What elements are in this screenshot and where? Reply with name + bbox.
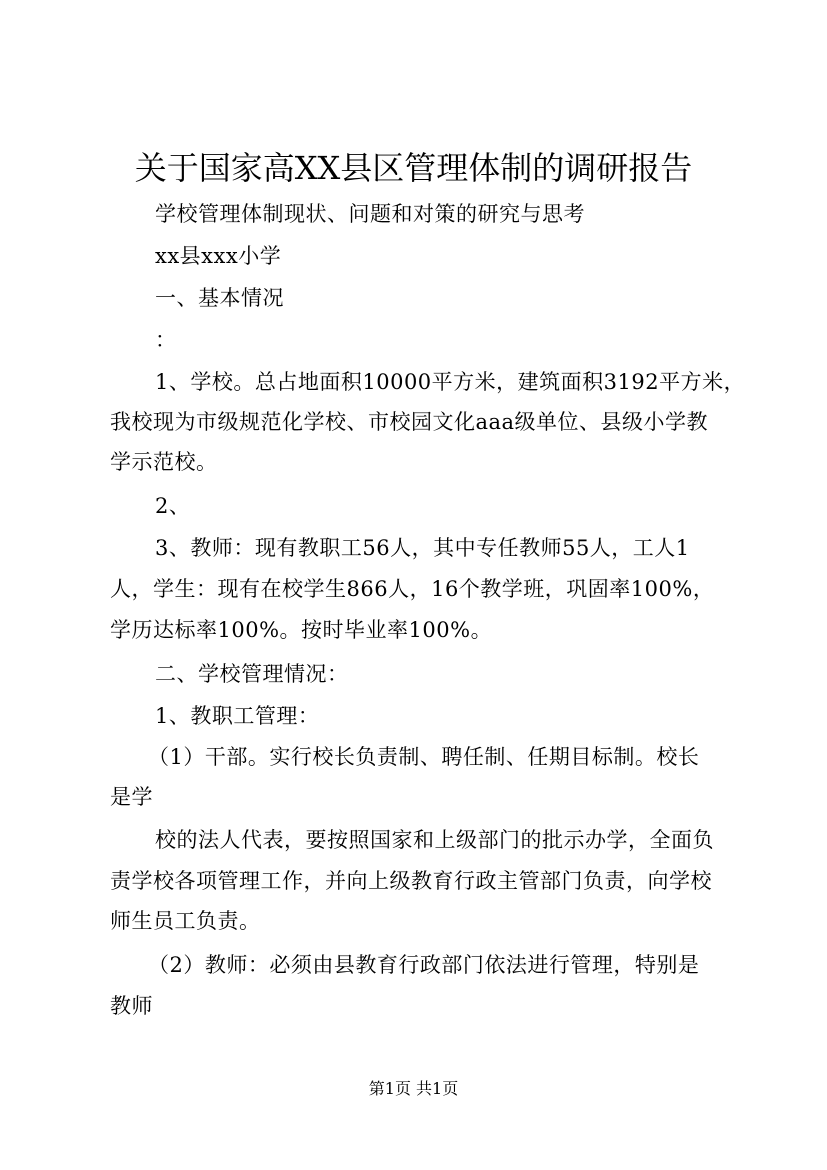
document-title: 关于国家高XX县区管理体制的调研报告 xyxy=(134,149,693,187)
paragraph-line: 1、学校。总占地面积10000平方米，建筑面积3192平方米， xyxy=(155,370,746,394)
subtitle: 学校管理体制现状、问题和对策的研究与思考 xyxy=(155,202,585,226)
paragraph-line: 教师 xyxy=(110,994,153,1018)
paragraph-line: 师生员工负责。 xyxy=(110,909,261,933)
colon-line: ： xyxy=(155,328,177,352)
paragraph-line: 学历达标率100%。按时毕业率100%。 xyxy=(110,618,493,642)
paragraph-line: 2、 xyxy=(155,494,191,518)
paragraph-line: （2）教师：必须由县教育行政部门依法进行管理，特别是 xyxy=(148,953,700,977)
section-heading-basic: 一、基本情况 xyxy=(155,286,284,310)
paragraph-line: 校的法人代表，要按照国家和上级部门的批示办学，全面负 xyxy=(155,828,714,852)
paragraph-line: 3、教师：现有教职工56人，其中专任教师55人，工人1 xyxy=(155,536,690,560)
school-name: xx县xxx小学 xyxy=(155,244,282,268)
subsection-heading: 1、教职工管理： xyxy=(155,704,320,728)
paragraph-line: 人，学生：现有在校学生866人，16个教学班，巩固率100%， xyxy=(110,577,715,601)
paragraph-line: 我校现为市级规范化学校、市校园文化aaa级单位、县级小学教 xyxy=(110,410,709,434)
paragraph-line: （1）干部。实行校长负责制、聘任制、任期目标制。校长 xyxy=(148,745,700,769)
paragraph-line: 是学 xyxy=(110,785,153,809)
paragraph-line: 责学校各项管理工作，并向上级教育行政主管部门负责，向学校 xyxy=(110,869,712,893)
section-heading-management: 二、学校管理情况： xyxy=(155,662,349,686)
paragraph-line: 学示范校。 xyxy=(110,450,218,474)
page-footer: 第1页 共1页 xyxy=(368,1079,459,1098)
